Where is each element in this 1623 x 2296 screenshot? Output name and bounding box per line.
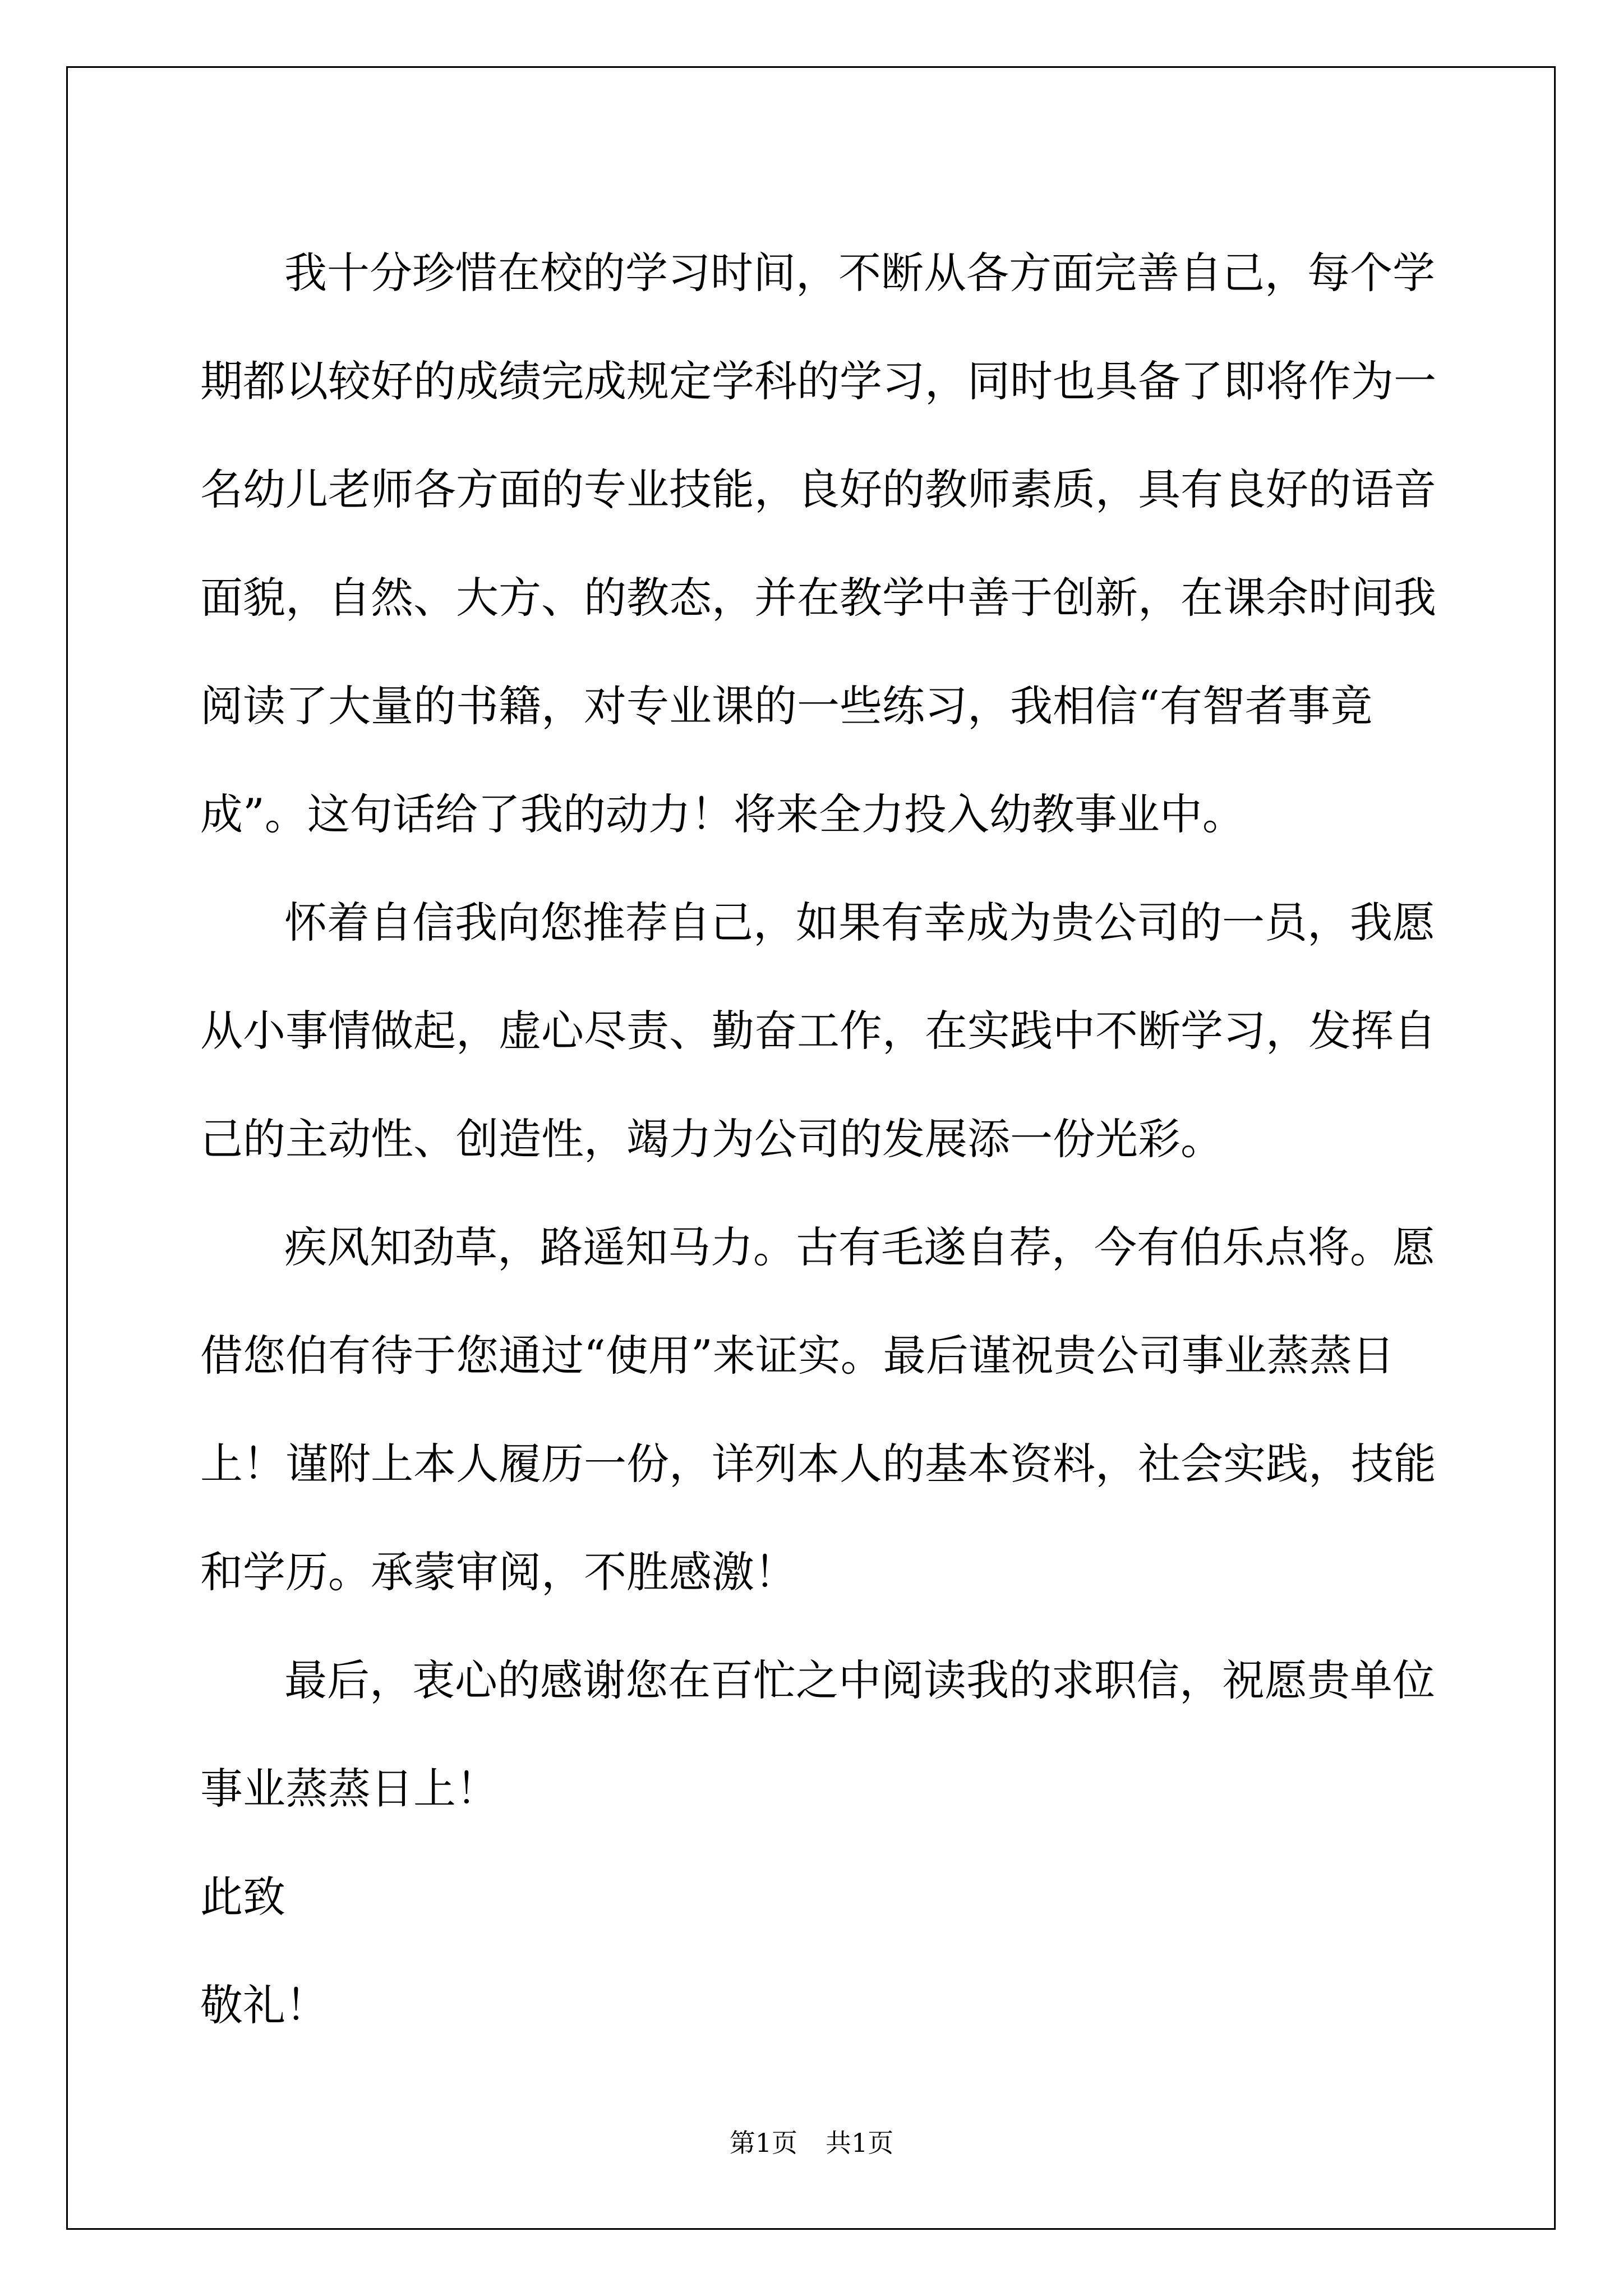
paragraph-proverb: 疾风知劲草，路遥知马力。古有毛遂自荐，今有伯乐点将。愿借您伯有待于您通过“使用”来证实。最后谨祝贵公司事业蒸蒸日上！谨附上本人履历一份，详列本人的基本资料，社会实践，技能和学历。承蒙审阅，不胜感激！ [200, 1222, 1436, 1597]
paragraph-self-recommendation: 怀着自信我向您推荐自己，如果有幸成为贵公司的一员，我愿从小事情做起，虚心尽责、勤奋工作，在实践中不断学习，发挥自己的主动性、创造性，竭力为公司的发展添一份光彩。 [200, 898, 1436, 1164]
paragraph-thanks: 最后，衷心的感谢您在百忙之中阅读我的求职信，祝愿贵单位事业蒸蒸日上！ [200, 1655, 1435, 1814]
closing-salutation: 此致 [200, 1872, 285, 1922]
paragraph-study: 我十分珍惜在校的学习时间，不断从各方面完善自己，每个学期都以较好的成绩完成规定学科的学习，同时也具备了即将作为一名幼儿老师各方面的专业技能，良好的教师素质，具有良好的语音面貌，自然、大方、的教态，并在教学中善于创新，在课余时间我阅读了大量的书籍，对专业课的一些练习，我相信“有智者事竟成”。这句话给了我的动力！将来全力投入幼教事业中。 [200, 248, 1436, 839]
page-total: 共1页 [826, 2128, 894, 2158]
letter-body [200, 219, 1440, 2059]
page-footer [0, 2126, 1623, 2160]
page-number: 第1页 [729, 2128, 797, 2158]
closing-regards: 敬礼！ [200, 1980, 328, 2030]
